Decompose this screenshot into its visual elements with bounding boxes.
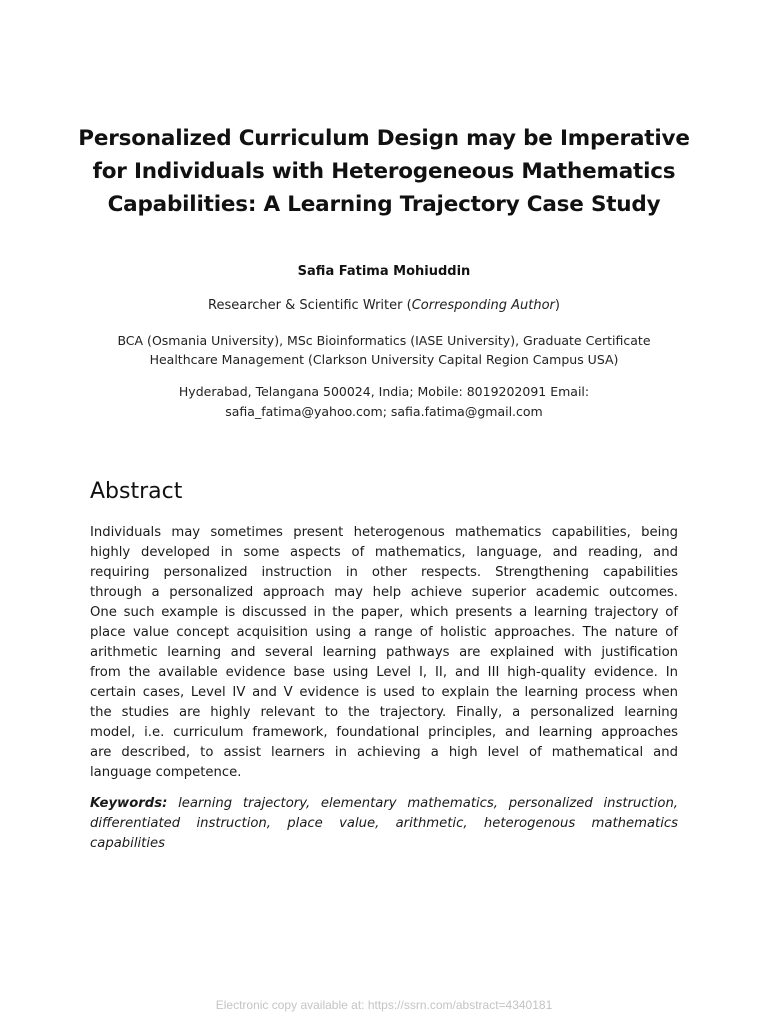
abstract-line: arithmetic learning and several learning pathways are explained with justification xyxy=(90,645,678,660)
affiliation-line-2: Healthcare Management (Clarkson University Capital Region Campus USA) xyxy=(149,352,619,367)
author-contact xyxy=(0,382,768,422)
abstract-line: the studies are highly relevant to the trajectory. Finally, a personalized learning xyxy=(90,705,678,720)
role-italic: Corresponding Author xyxy=(411,298,555,313)
paper-title xyxy=(60,122,708,221)
abstract-line: certain cases, Level IV and V evidence is used to explain the learning process when xyxy=(90,685,678,700)
abstract-line: highly developed in some aspects of mathematics, language, and reading, and xyxy=(90,545,678,560)
abstract-line: Individuals may sometimes present heterogenous mathematics capabilities, being xyxy=(90,525,678,540)
contact-line-2: safia_fatima@yahoo.com; safia.fatima@gmail.com xyxy=(225,404,543,419)
role-prefix: Researcher & Scientific Writer ( xyxy=(208,298,412,313)
abstract-line: place value concept acquisition using a range of holistic approaches. The nature of xyxy=(90,625,678,640)
abstract-line: language competence. xyxy=(90,765,242,780)
keywords-line-2: differentiated instruction, place value, arithmetic, heterogenous mathematics xyxy=(90,816,678,831)
abstract-line: through a personalized approach may help achieve superior academic outcomes. xyxy=(90,585,678,600)
abstract-line: requiring personalized instruction in other respects. Strengthening capabilities xyxy=(90,565,678,580)
keywords-label: Keywords: xyxy=(90,796,168,811)
contact-line-1: Hyderabad, Telangana 500024, India; Mobile: 8019202091 Email: xyxy=(178,384,590,399)
author-role xyxy=(0,298,768,313)
abstract-heading: Abstract xyxy=(90,479,183,504)
author-name: Safia Fatima Mohiuddin xyxy=(297,264,471,279)
keywords-text: learning trajectory, elementary mathematics, personalized instruction, xyxy=(167,796,678,811)
keywords-line-1 xyxy=(90,794,678,814)
abstract-line: One such example is discussed in the paper, which presents a learning trajectory of xyxy=(90,605,678,620)
keywords-block xyxy=(90,794,678,854)
abstract-body xyxy=(90,523,678,783)
keywords-line-3: capabilities xyxy=(90,836,165,851)
abstract-line: are described, to assist learners in achieving a high level of mathematical and xyxy=(90,745,678,760)
affiliation-line-1: BCA (Osmania University), MSc Bioinformatics (IASE University), Graduate Certificate xyxy=(117,333,651,348)
title-line-2: for Individuals with Heterogeneous Mathematics xyxy=(92,159,676,184)
title-line-3: Capabilities: A Learning Trajectory Case Study xyxy=(107,192,661,217)
ssrn-footer: Electronic copy available at: https://ssrn.com/abstract=4340181 xyxy=(215,998,553,1012)
role-suffix: ) xyxy=(554,298,560,313)
abstract-line: from the available evidence base using Level I, II, and III high-quality evidence. In xyxy=(90,665,678,680)
author-affiliation xyxy=(0,331,768,369)
title-line-1: Personalized Curriculum Design may be Imperative xyxy=(78,126,690,151)
abstract-line: model, i.e. curriculum framework, foundational principles, and learning approaches xyxy=(90,725,678,740)
